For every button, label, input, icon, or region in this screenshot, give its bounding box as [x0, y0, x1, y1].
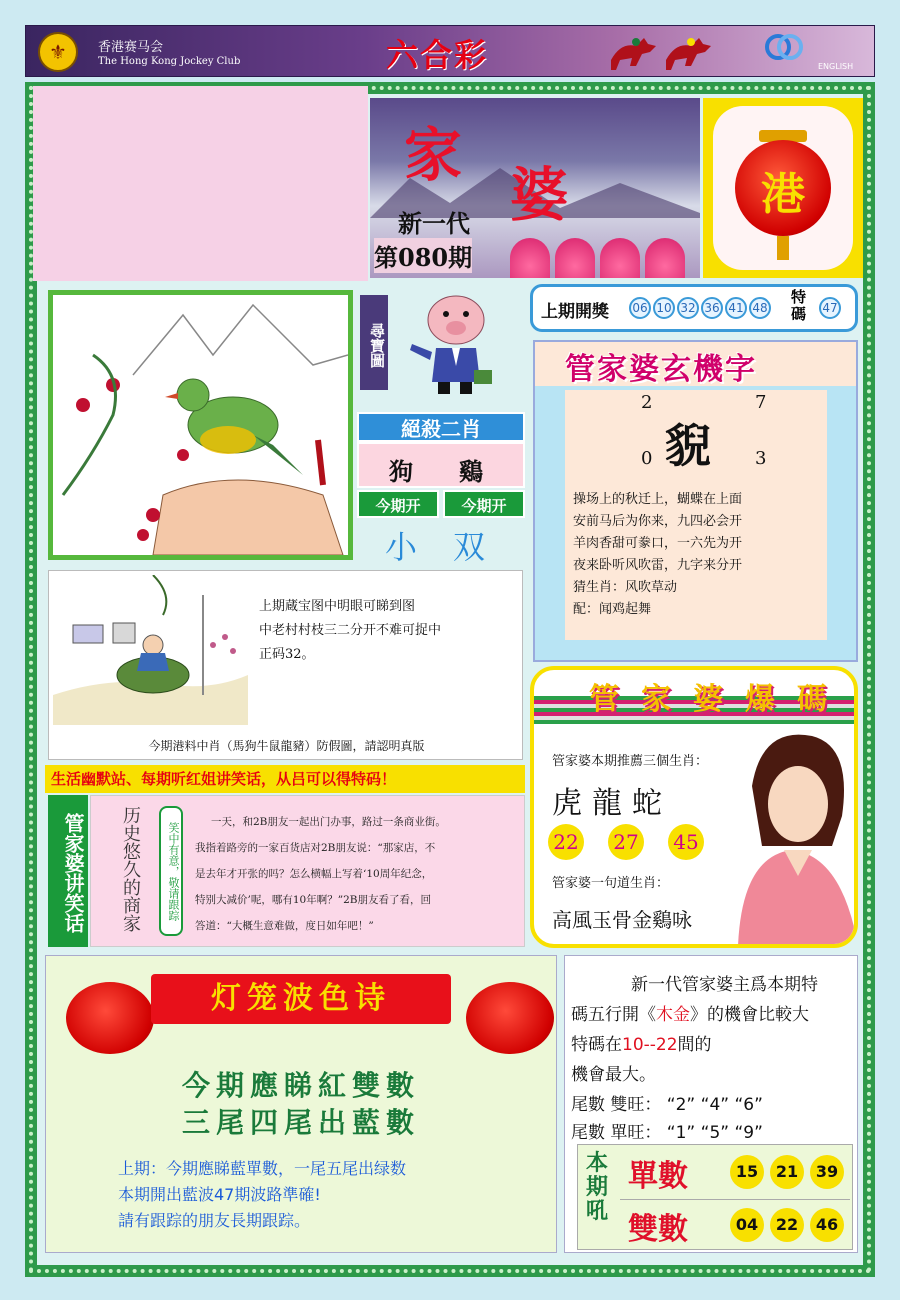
treasure-map-label: 尋寶圖 [360, 295, 388, 390]
burst-number-ball: 27 [608, 824, 644, 860]
odd-ball: 39 [810, 1155, 844, 1189]
kill-zodiac-1: 狗 [389, 457, 413, 486]
english-link[interactable]: ENGLISH [818, 62, 854, 71]
special-code-label: 特碼 [791, 288, 807, 323]
odd-label: 單數 [628, 1159, 688, 1194]
mystery-title: 管家婆玄機字 [565, 352, 757, 387]
lantern-note: 本期開出藍波47期波路準確! [118, 1185, 321, 1204]
lantern-note: 上期：今期應睇藍單數，一尾五尾出绿数 [118, 1159, 407, 1178]
mystery-number: 0 [641, 448, 653, 469]
pig-mascot-icon [408, 290, 498, 398]
joke-line: 是去年才开张的吗？怎么横幅上写着‘10周年纪念， [195, 868, 433, 880]
odd-ball: 21 [770, 1155, 804, 1189]
mystery-number: 3 [755, 448, 767, 469]
lantern-tassel [777, 236, 789, 260]
mystery-verse-line: 羊肉香甜可豢口，一六先为开 [573, 536, 743, 551]
joke-title: 历史悠久的商家 [120, 806, 141, 932]
lantern-note: 請有跟踪的朋友長期跟踪。 [118, 1211, 311, 1230]
mystery-verse-line: 操场上的秋迁上，蝴蝶在上面 [573, 492, 743, 507]
burst-title-char: 婆 [693, 682, 723, 717]
one-sentence-label: 管家婆一句道生肖： [552, 876, 670, 891]
turtle-scholar-picture [53, 575, 248, 725]
shout-table [577, 1144, 853, 1250]
blank-pink-panel [33, 86, 368, 281]
joke-label: 管家婆讲笑话 [48, 795, 88, 947]
header-bar [25, 25, 875, 77]
five-elements-panel [564, 955, 858, 1253]
five-elements-line [571, 1030, 712, 1055]
special-code-ball: 47 [819, 297, 841, 319]
five-elements-text: 間的 [677, 1035, 712, 1055]
joke-line: 特别大减价’呢，哪有10年啊？”2B朋友看了看，回 [195, 894, 431, 906]
joke-panel [90, 795, 525, 947]
horses-icon [606, 30, 726, 74]
even-ball: 46 [810, 1208, 844, 1242]
kill-zodiacs [357, 442, 525, 488]
joke-tag: 笑中有意，敬请跟踪 [159, 806, 183, 936]
mystery-verse-line: 夜来卧听风吹雷，九字来分开 [573, 558, 743, 573]
last-draw-ball: 41 [725, 297, 747, 319]
joke-line: 答道：“大概生意难做，度日如年吧！” [195, 920, 374, 932]
lantern-char: 港 [761, 169, 805, 220]
burst-recommend-label: 管家婆本期推薦三個生肖： [552, 754, 709, 769]
five-elements-text: 》的機會比較大 [690, 1005, 809, 1025]
issue-number: 第080期 [374, 238, 472, 273]
title-char-po: 婆 [510, 161, 569, 229]
humor-banner: 生活幽默站、每期听红姐讲笑话，从吕可以得特码！ [45, 765, 525, 793]
bird-picture [48, 290, 353, 560]
open-label-1: 今期开 [357, 490, 439, 518]
lantern-panel [703, 98, 863, 278]
five-elements-line: 新一代管家婆主爲本期特 [631, 975, 818, 995]
open-result: 小双 [385, 528, 522, 566]
red-lantern-icon [66, 982, 154, 1054]
five-elements-range: 10--22 [622, 1035, 678, 1055]
five-elements-line [571, 1000, 809, 1025]
mystery-number: 7 [755, 392, 767, 413]
burst-title-char: 碼 [797, 682, 827, 717]
jockey-club-name-en: The Hong Kong Jockey Club [98, 56, 241, 67]
lotus-icon [555, 238, 595, 278]
burst-zodiacs: 虎龍蛇 [552, 786, 672, 821]
lantern-poem-title: 灯笼波色诗 [151, 974, 451, 1024]
mystery-verse-line: 安前马后为你来，九四必会开 [573, 514, 743, 529]
five-elements-line: 機會最大。 [571, 1065, 656, 1085]
lantern-icon [735, 140, 831, 236]
even-ball: 22 [770, 1208, 804, 1242]
burst-title-char: 爆 [745, 682, 775, 717]
burst-title-char: 管 [589, 682, 619, 717]
girl-portrait-icon [732, 726, 858, 946]
joke-line: 我指着路旁的一家百货店对2B朋友说：“那家店，不 [195, 842, 436, 854]
shout-odd-row [620, 1147, 850, 1195]
mystery-content [565, 390, 827, 640]
burst-code-panel [530, 666, 858, 948]
hidden-map-line: 上期蔵宝图中明眼可睇到图 [259, 599, 416, 614]
five-elements-value: 木金 [656, 1005, 690, 1025]
tail-double-line: 尾數 雙旺： “2” “4” “6” [571, 1095, 763, 1115]
odd-ball: 15 [730, 1155, 764, 1189]
new-generation-label: 新一代 [398, 209, 470, 238]
rings-logo-icon [761, 32, 807, 62]
last-draw-ball: 36 [701, 297, 723, 319]
jockey-club-logo: ⚜ [38, 32, 78, 72]
tail-single-line: 尾數 單旺： “1” “5” “9” [571, 1123, 763, 1143]
one-sentence-poem: 高風玉骨金鷄咏 [552, 908, 692, 932]
bird-on-rock-icon [53, 295, 348, 555]
five-elements-text: 特碼在 [571, 1035, 622, 1055]
lotus-icon [645, 238, 685, 278]
shout-even-row [620, 1199, 850, 1247]
kill-zodiac-2: 鷄 [459, 457, 483, 486]
last-draw-label: 上期開獎 [541, 302, 609, 322]
five-elements-text: 碼五行開《 [571, 1005, 656, 1025]
hidden-map-line: 中老村村枝三二分开不难可捉中 [259, 623, 442, 638]
hidden-treasure-panel [48, 570, 523, 760]
last-draw-panel [530, 284, 858, 332]
lotus-icon [510, 238, 550, 278]
title-banner [370, 98, 700, 278]
burst-number-ball: 22 [548, 824, 584, 860]
mystery-number: 2 [641, 392, 653, 413]
kill-two-zodiacs-title: 絕殺二肖 [357, 412, 525, 442]
burst-number-ball: 45 [668, 824, 704, 860]
lotus-icon [600, 238, 640, 278]
burst-title-char: 家 [641, 682, 671, 717]
even-label: 雙數 [628, 1212, 688, 1247]
even-ball: 04 [730, 1208, 764, 1242]
shout-label: 本期吼 [585, 1150, 608, 1224]
joke-line: 一天，和2B朋友一起出门办事，路过一条商业街。 [211, 816, 446, 828]
mystery-verse-line: 猜生肖：风吹草动 [573, 580, 678, 595]
mystery-character: 貎 [665, 419, 711, 473]
lantern-backdrop [713, 106, 853, 270]
mystery-verse-line: 配：闻鸡起舞 [573, 602, 652, 617]
mystery-character-panel [533, 340, 858, 662]
last-draw-ball: 06 [629, 297, 651, 319]
lantern-poem-panel [45, 955, 557, 1253]
last-draw-ball: 32 [677, 297, 699, 319]
hidden-map-line: 正码32。 [259, 647, 315, 662]
mark-six-title: 六合彩 [386, 36, 489, 74]
red-lantern-icon [466, 982, 554, 1054]
last-draw-ball: 10 [653, 297, 675, 319]
title-char-jia: 家 [404, 121, 463, 189]
lantern-poem-line: 三尾四尾出藍數 [181, 1106, 420, 1139]
open-label-2: 今期开 [443, 490, 525, 518]
hidden-map-caption: 今期港料中肖（馬狗牛鼠龍豬）防假圖，請認明真版 [148, 739, 425, 753]
jockey-club-name-cn: 香港赛马会 [98, 40, 164, 55]
mystery-title-backdrop [535, 342, 856, 386]
lantern-poem-line: 今期應睇紅雙數 [181, 1069, 420, 1102]
last-draw-ball: 48 [749, 297, 771, 319]
